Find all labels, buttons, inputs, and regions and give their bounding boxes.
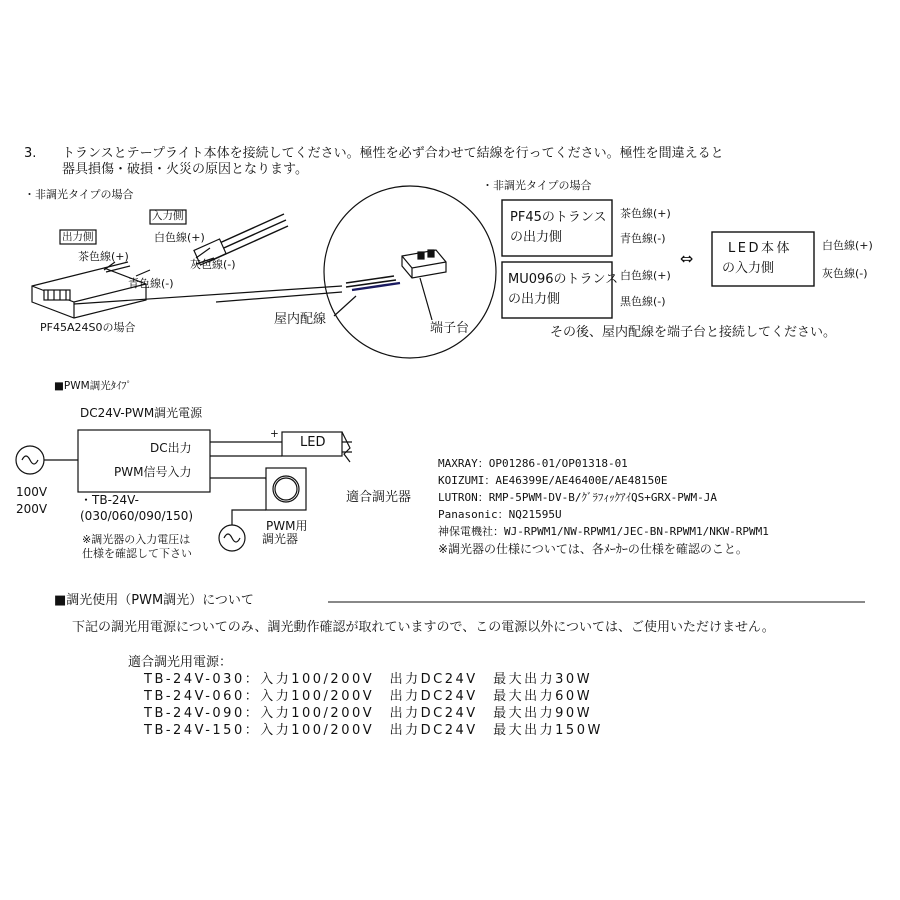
- dimmer-input-note-1: ※調光器の入力電圧は: [82, 533, 191, 546]
- compatible-item: LUTRON：RMP-5PWM-DV-B/ｸﾞﾗﾌｨｯｸｱｲQS+GRX-PWM-JA: [438, 491, 718, 504]
- after-note: その後、屋内配線を端子台と接続してください。: [550, 325, 837, 340]
- power-supply-label: DC24V-PWM調光電源: [80, 406, 203, 420]
- step-text-line2: 器具損傷・破損・火災の原因となります。: [62, 162, 308, 177]
- compatible-dimmer-label: 適合調光器: [346, 490, 412, 505]
- brown-wire-plus-label: 茶色線(+): [78, 250, 129, 263]
- indoor-wiring-label: 屋内配線: [274, 312, 327, 327]
- led-white-plus-label: 白色線(+): [822, 239, 873, 252]
- white-plus-label: 白色線(+): [620, 269, 671, 282]
- gray-wire-minus-label: 灰色線(-): [190, 258, 236, 271]
- output-side-label: 出力側: [62, 231, 94, 243]
- led-box-line2: の入力側: [722, 261, 775, 276]
- compatible-item: Panasonic：NQ21595U: [438, 508, 562, 521]
- terminal-block-label: 端子台: [430, 321, 470, 336]
- dc-output-label: DC出力: [150, 441, 192, 455]
- compatible-item: 神保電機社：WJ-RPWM1/NW-RPWM1/JEC-BN-RPWM1/NKW-RPWM1: [438, 525, 769, 538]
- pwm-heading: ■PWM調光ﾀｲﾌﾟ: [54, 380, 132, 392]
- dimmer-input-note-2: 仕様を確認して下さい: [82, 547, 192, 560]
- equivalence-symbol: ⇔: [680, 249, 694, 268]
- pf45-box-line1: PF45のトランス: [510, 210, 607, 225]
- blue-minus-label: 青色線(-): [620, 232, 666, 245]
- black-minus-label: 黒色線(-): [620, 295, 666, 308]
- pf45-box-line2: の出力側: [510, 230, 563, 245]
- plus-mark: +: [270, 428, 279, 440]
- supply-row: TB-24V-150：入力100/200V 出力DC24V 最大出力150W: [144, 723, 603, 738]
- supply-row: TB-24V-030：入力100/200V 出力DC24V 最大出力30W: [144, 672, 593, 687]
- pwm-signal-input-label: PWM信号入力: [114, 465, 192, 479]
- compatible-item: MAXRAY：OP01286-01/OP01318-01: [438, 457, 628, 470]
- led-gray-minus-label: 灰色線(-): [822, 267, 868, 280]
- supply-row: TB-24V-060：入力100/200V 出力DC24V 最大出力60W: [144, 689, 593, 704]
- input-side-label: 入力側: [152, 210, 184, 222]
- step-number: 3.: [24, 146, 37, 161]
- voltage-100: 100V: [16, 485, 48, 499]
- left-heading: ・非調光タイプの場合: [24, 188, 134, 201]
- supply-row: TB-24V-090：入力100/200V 出力DC24V 最大出力90W: [144, 706, 593, 721]
- white-wire-plus-label: 白色線(+): [154, 231, 205, 244]
- step-text-line1: トランスとテープライト本体を接続してください。極性を必ず合わせて結線を行ってください。極性を間違えると: [62, 146, 724, 161]
- mu096-box-line1: MU096のトランス: [508, 272, 619, 287]
- model-case-label: PF45A24S0の場合: [40, 321, 136, 334]
- brown-plus-label: 茶色線(+): [620, 207, 671, 220]
- led-label: LED: [300, 435, 326, 450]
- supply-label: 適合調光用電源：: [128, 655, 233, 670]
- voltage-200: 200V: [16, 502, 48, 516]
- dimming-heading: ■調光使用（PWM調光）について: [54, 593, 254, 608]
- pwm-dimmer-label-1: PWM用: [266, 519, 308, 533]
- dimming-note: 下記の調光用電源についてのみ、調光動作確認が取れていますので、この電源以外については、ご使用いただけません。: [72, 620, 775, 635]
- right-heading: ・非調光タイプの場合: [482, 179, 592, 192]
- led-box-line1: LED本体: [728, 241, 792, 256]
- tb-variants: (030/060/090/150): [80, 509, 194, 523]
- compatible-note: ※調光器の仕様については、各ﾒｰｶｰの仕様を確認のこと。: [438, 542, 748, 556]
- tb-model: ・TB-24V-: [80, 493, 139, 507]
- compatible-item: KOIZUMI：AE46399E/AE46400E/AE48150E: [438, 474, 668, 487]
- blue-wire-minus-label: 青色線(-): [128, 277, 174, 290]
- pwm-dimmer-label-2: 調光器: [262, 532, 299, 546]
- mu096-box-line2: の出力側: [508, 292, 561, 307]
